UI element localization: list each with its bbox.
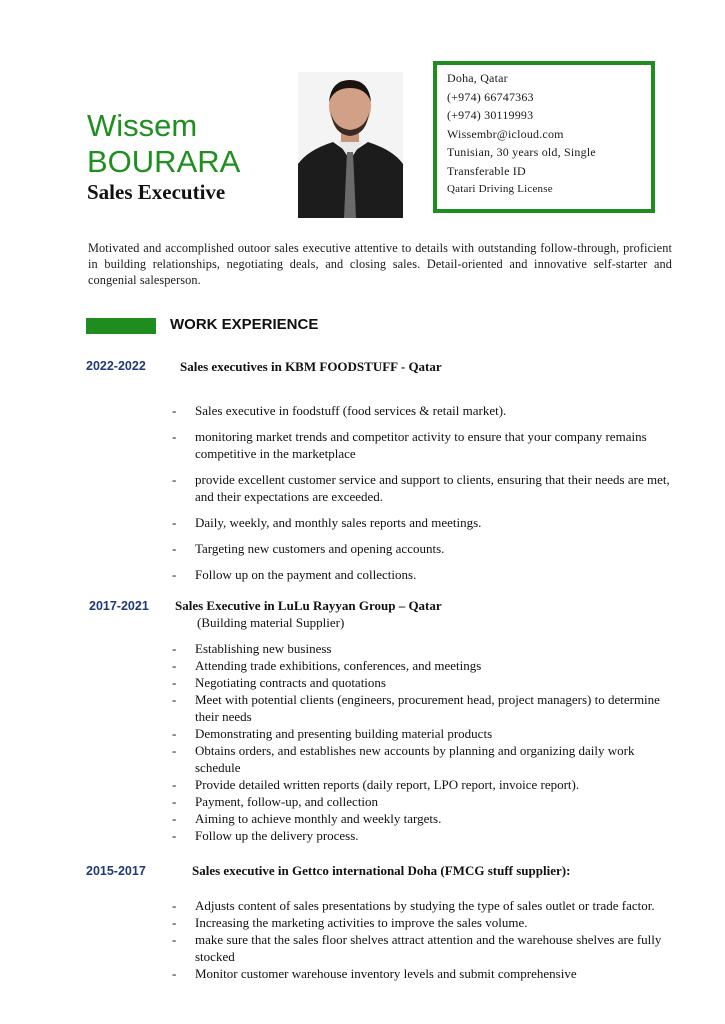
list-item: - Follow up on the payment and collections. bbox=[172, 566, 677, 583]
job-subtitle: (Building material Supplier) bbox=[197, 615, 345, 630]
contact-box bbox=[433, 61, 655, 213]
location: Doha, Qatar bbox=[447, 71, 508, 85]
list-item: - Obtains orders, and establishes new accounts by planning and organizing daily work schedule bbox=[172, 742, 664, 776]
list-item: - make sure that the sales floor shelves attract attention and the warehouse shelves are fully stocked bbox=[172, 931, 662, 965]
driving-license: Qatari Driving License bbox=[447, 183, 553, 195]
list-item: - monitoring market trends and competitor activity to ensure that your company remains competitive in the marketplace bbox=[172, 428, 677, 462]
list-item: - Establishing new business bbox=[172, 640, 664, 657]
profile-summary: Motivated and accomplished outoor sales executive attentive to details with outstanding follow-through, proficient in building relationships, negotiating deals, and closing sales. Detail-oriented and innovative self-starter and congenial salesperson. bbox=[88, 241, 672, 287]
job-title-entry: Sales executive in Gettco international Doha (FMCG stuff supplier): bbox=[192, 863, 571, 878]
list-item: - Attending trade exhibitions, conferences, and meetings bbox=[172, 657, 664, 674]
phone-primary: (+974) 66747363 bbox=[447, 89, 534, 104]
list-item: - Monitor customer warehouse inventory levels and submit comprehensive bbox=[172, 965, 662, 982]
section-accent-bar bbox=[86, 318, 156, 334]
email: Wissembr@icloud.com bbox=[447, 126, 564, 141]
job-bullets bbox=[172, 640, 664, 844]
list-item: - Follow up the delivery process. bbox=[172, 827, 664, 844]
job-bullets bbox=[172, 402, 677, 592]
job-years: 2015-2017 bbox=[86, 864, 146, 878]
job-bullets bbox=[172, 897, 662, 982]
list-item: - Negotiating contracts and quotations bbox=[172, 674, 664, 691]
profile-photo bbox=[298, 72, 403, 218]
list-item: - Payment, follow-up, and collection bbox=[172, 793, 664, 810]
list-item: - Increasing the marketing activities to improve the sales volume. bbox=[172, 914, 662, 931]
job-title: Sales Executive bbox=[87, 180, 226, 204]
list-item: - Aiming to achieve monthly and weekly targets. bbox=[172, 810, 664, 827]
id-status: Transferable ID bbox=[447, 163, 526, 178]
list-item: - provide excellent customer service and support to clients, ensuring that their needs are met, and their expectations are exceeded. bbox=[172, 471, 677, 505]
personal-info: Tunisian, 30 years old, Single bbox=[447, 145, 596, 159]
list-item: - Meet with potential clients (engineers, procurement head, project managers) to determine their needs bbox=[172, 691, 664, 725]
phone-secondary: (+974) 30119993 bbox=[447, 108, 534, 122]
job-years: 2022-2022 bbox=[86, 359, 146, 373]
list-item: - Daily, weekly, and monthly sales reports and meetings. bbox=[172, 514, 677, 531]
job-title-entry: Sales executives in KBM FOODSTUFF - Qatar bbox=[180, 359, 442, 374]
list-item: - Provide detailed written reports (daily report, LPO report, invoice report). bbox=[172, 776, 664, 793]
list-item: - Sales executive in foodstuff (food services & retail market). bbox=[172, 402, 677, 419]
job-title-entry: Sales Executive in LuLu Rayyan Group – Qatar bbox=[175, 598, 442, 613]
candidate-name bbox=[87, 108, 240, 180]
job-years: 2017-2021 bbox=[89, 599, 149, 613]
first-name: Wissem bbox=[87, 108, 198, 143]
section-title-work: WORK EXPERIENCE bbox=[170, 316, 319, 333]
list-item: - Targeting new customers and opening accounts. bbox=[172, 540, 677, 557]
last-name: BOURARA bbox=[87, 144, 241, 179]
list-item: - Adjusts content of sales presentations by studying the type of sales outlet or trade factor. bbox=[172, 897, 662, 914]
list-item: - Demonstrating and presenting building material products bbox=[172, 725, 664, 742]
